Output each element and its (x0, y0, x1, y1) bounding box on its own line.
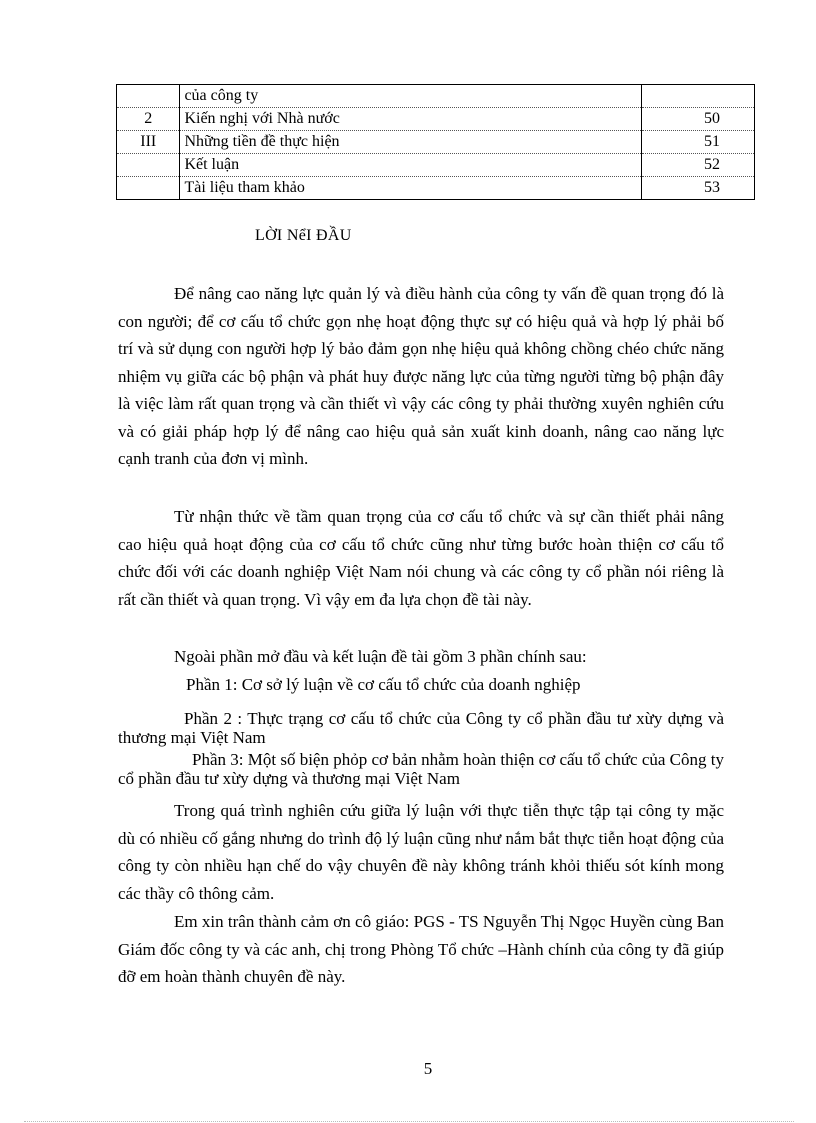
toc-number (117, 154, 180, 177)
part-3: Phần 3: Một số biện phỏp cơ bản nhằm hoàn thiện cơ cấu tổ chức của Công ty cổ phần đầu tư xừy dựng và thương mại Việt Nam (118, 750, 724, 788)
part-1: Phần 1: Cơ sở lý luận về cơ cấu tổ chức của doanh nghiệp (186, 675, 581, 694)
toc-page: 52 (641, 154, 754, 177)
toc-number (117, 177, 180, 200)
paragraph-awareness: Từ nhận thức về tầm quan trọng của cơ cấu tổ chức và sự cần thiết phải nâng cao hiệu quả hoạt động của cơ cấu tổ chức cũng như từng bước hoàn thiện cơ cấu tổ chức đối với các doanh nghiệp Việt Nam nói chung và các công ty cổ phần nói riêng là rất cần thiết và quan trọng. Vì vậy em đa lựa chọn đề tài này. (118, 507, 724, 609)
toc-page: 53 (641, 177, 754, 200)
toc-page: 51 (641, 131, 754, 154)
section-heading: LỜI NểI ĐẦU (255, 227, 352, 244)
toc-number: 2 (117, 108, 180, 131)
toc-title: của công ty (180, 85, 641, 108)
paragraph-intro: Để nâng cao năng lực quản lý và điều hành của công ty vấn đề quan trọng đó là con người; để cơ cấu tổ chức gọn nhẹ hoạt động thực sự có hiệu quả và hợp lý phải bố trí và sử dụng con người hợp lý bảo đảm gọn nhẹ hiệu quả không chồng chéo chức năng nhiệm vụ giữa các bộ phận và phát huy được năng lực của từng người từng bộ phận đây là việc làm rất quan trọng và cần thiết vì vậy các công ty phải thường xuyên nghiên cứu và có giải pháp hợp lý để nâng cao hiệu quả sản xuất kinh doanh, nâng cao năng lực cạnh tranh của đơn vị mình. (118, 284, 724, 468)
toc-number (117, 85, 180, 108)
toc-title: Những tiền đề thực hiện (180, 131, 641, 154)
footer-divider (24, 1121, 794, 1122)
paragraph-thanks: Em xin trân thành cảm ơn cô giáo: PGS - TS Nguyễn Thị Ngọc Huyền cùng Ban Giám đốc công ty và các anh, chị trong Phòng Tổ chức –Hành chính của công ty đã giúp đỡ em hoàn thành chuyên đề này. (118, 912, 724, 986)
toc-number: III (117, 131, 180, 154)
table-row (117, 177, 755, 200)
toc-page (641, 85, 754, 108)
toc-title: Kiến nghị với Nhà nước (180, 108, 641, 131)
table-row (117, 85, 755, 108)
paragraph-structure: Ngoài phần mở đầu và kết luận đề tài gồm 3 phần chính sau: (174, 647, 587, 666)
toc-title: Tài liệu tham khảo (180, 177, 641, 200)
part-2: Phần 2 : Thực trạng cơ cấu tổ chức của Công ty cổ phần đầu tư xừy dựng và thương mại Việt Nam (118, 709, 724, 747)
toc-page: 50 (641, 108, 754, 131)
table-row (117, 154, 755, 177)
page-number: 5 (423, 1059, 433, 1078)
table-row (117, 131, 755, 154)
table-of-contents (116, 84, 755, 200)
paragraph-research: Trong quá trình nghiên cứu giữa lý luận với thực tiễn thực tập tại công ty mặc dù có nhiều cố gắng nhưng do trình độ lý luận cũng như nắm bắt thực tiễn hoạt động của công ty còn nhiều hạn chế do vậy chuyên đề này không tránh khỏi thiếu sót kính mong các thầy cô thông cảm. (118, 801, 724, 903)
table-row (117, 108, 755, 131)
toc-title: Kết luận (180, 154, 641, 177)
